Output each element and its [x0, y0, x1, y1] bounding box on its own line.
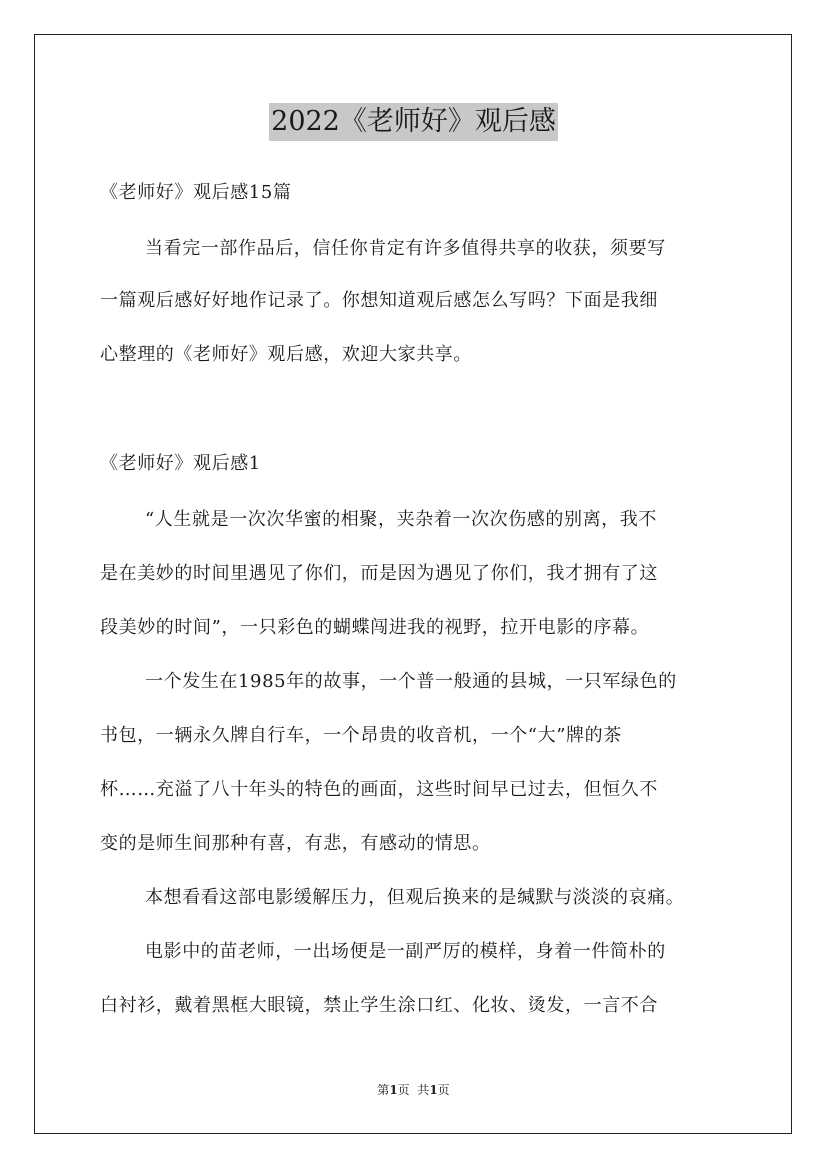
- total-page-number: 1: [429, 1083, 438, 1097]
- intro-line: 当看完一部作品后，信任你肯定有许多值得共享的收获，须要写: [145, 238, 666, 259]
- section-heading: 《老师好》观后感1: [100, 453, 261, 474]
- body-line: 杯……充溢了八十年头的特色的画面，这些时间早已过去，但恒久不: [100, 779, 658, 800]
- intro-line: 一篇观后感好好地作记录了。你想知道观后感怎么写吗？下面是我细: [100, 290, 658, 311]
- body-line: 白衬衫，戴着黑框大眼镜，禁止学生涂口红、化妆、烫发，一言不合: [100, 995, 658, 1016]
- current-page-number: 1: [389, 1083, 398, 1097]
- page-footer: [0, 1082, 827, 1098]
- body-line: 本想看看这部电影缓解压力，但观后换来的是缄默与淡淡的哀痛。: [145, 887, 685, 908]
- footer-prefix: 第: [377, 1083, 390, 1097]
- body-line: 书包，一辆永久牌自行车，一个昂贵的收音机，一个“大”牌的茶: [100, 725, 622, 746]
- body-line: “人生就是一次次华蜜的相聚，夹杂着一次次伤感的别离，我不: [145, 509, 657, 530]
- body-line: 段美妙的时间”，一只彩色的蝴蝶闯进我的视野，拉开电影的序幕。: [100, 617, 650, 638]
- body-line: 电影中的苗老师，一出场便是一副严厉的模样，身着一件简朴的: [145, 941, 666, 962]
- body-line: 变的是师生间那种有喜，有悲，有感动的情思。: [100, 833, 491, 854]
- body-line: 是在美妙的时间里遇见了你们，而是因为遇见了你们，我才拥有了这: [100, 563, 658, 584]
- document-title: 2022《老师好》观后感: [269, 103, 558, 141]
- intro-line: 心整理的《老师好》观后感，欢迎大家共享。: [100, 344, 472, 365]
- title-container: [0, 103, 827, 141]
- body-line: 一个发生在1985年的故事，一个普一般通的县城，一只军绿色的: [145, 671, 677, 692]
- footer-mid: 页 共: [397, 1083, 430, 1097]
- footer-suffix: 页: [437, 1083, 450, 1097]
- subtitle: 《老师好》观后感15篇: [100, 182, 292, 203]
